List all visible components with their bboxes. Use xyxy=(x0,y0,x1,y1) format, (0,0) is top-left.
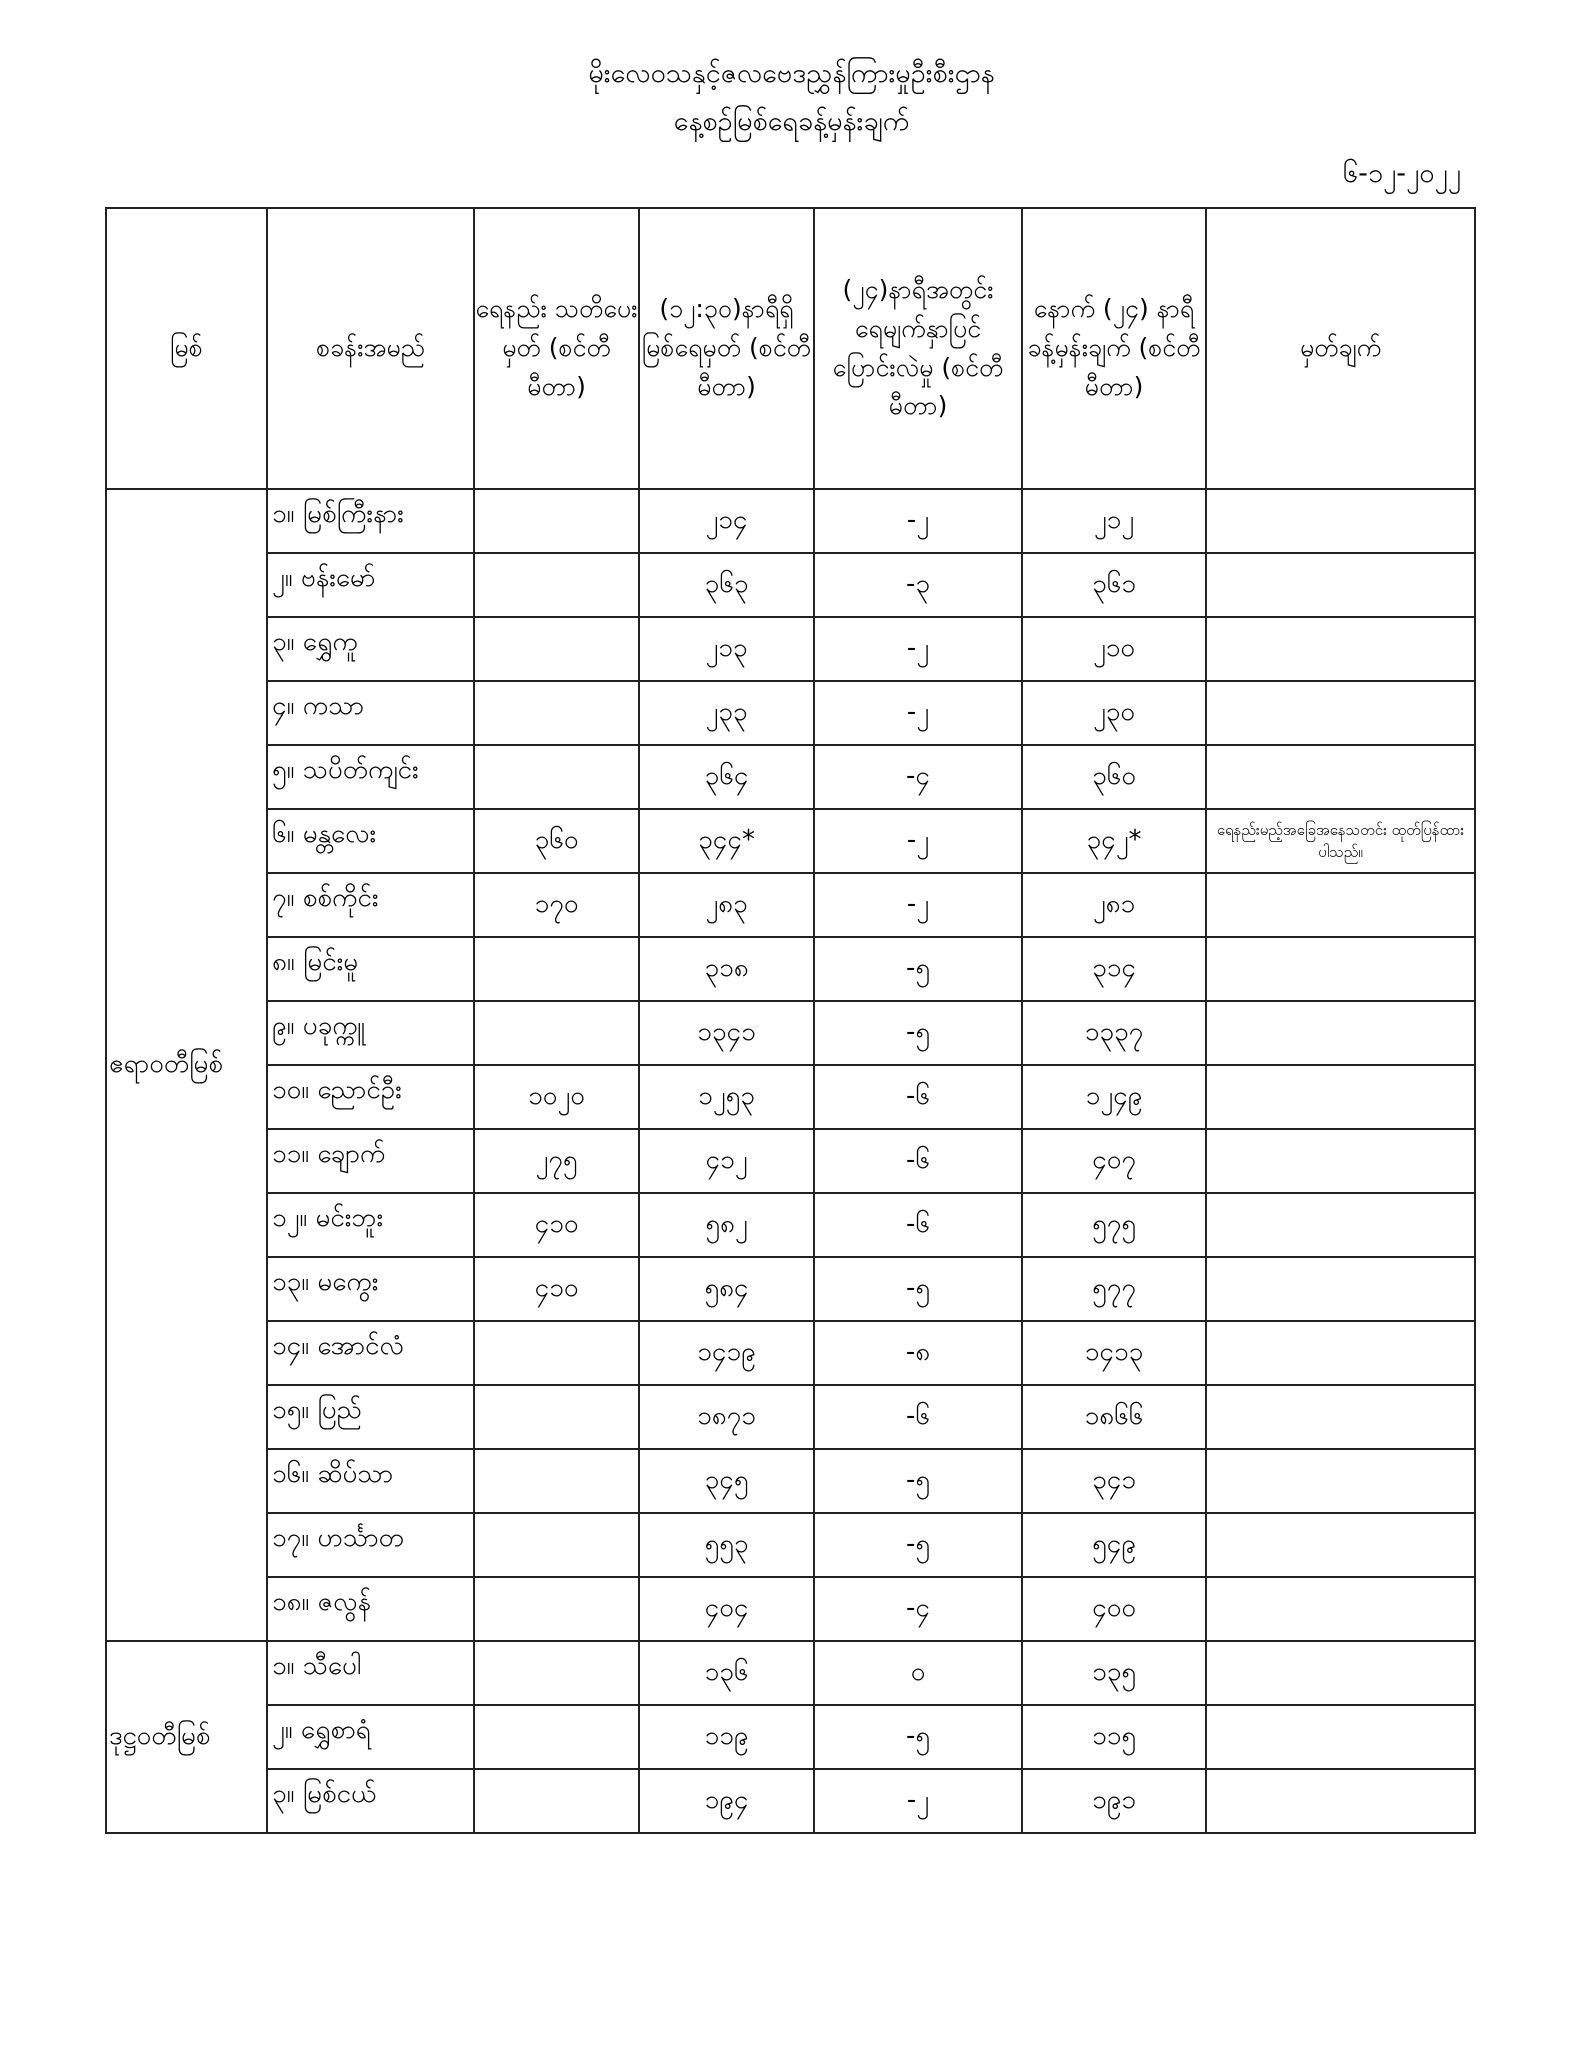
table-row xyxy=(106,873,1475,937)
remark-cell: ရေနည်းမည့်အခြေအနေသတင်း ထုတ်ပြန်ထားပါသည်။ xyxy=(1206,809,1475,873)
forecast-cell: ၅၇၅ xyxy=(1022,1193,1206,1257)
remark-cell xyxy=(1206,1321,1475,1385)
water-level-cell: ၃၄၄* xyxy=(639,809,814,873)
change-cell: -၄ xyxy=(814,1577,1022,1641)
remark-cell xyxy=(1206,489,1475,553)
station-name-cell: ၃။ မြစ်ငယ် xyxy=(267,1769,474,1833)
remark-cell xyxy=(1206,1641,1475,1705)
change-cell: -၃ xyxy=(814,553,1022,617)
alert-level-cell xyxy=(474,617,639,681)
river-forecast-table xyxy=(105,207,1476,1834)
table-row xyxy=(106,1321,1475,1385)
remark-cell xyxy=(1206,745,1475,809)
remark-cell xyxy=(1206,1705,1475,1769)
water-level-cell: ၁၉၄ xyxy=(639,1769,814,1833)
change-cell: -၅ xyxy=(814,1257,1022,1321)
station-name-cell: ၁။ မြစ်ကြီးနား xyxy=(267,489,474,553)
alert-level-cell xyxy=(474,937,639,1001)
water-level-cell: ၁၃၆ xyxy=(639,1641,814,1705)
forecast-cell: ၅၄၉ xyxy=(1022,1513,1206,1577)
header-remark: မှတ်ချက် xyxy=(1206,208,1475,489)
table-row xyxy=(106,1641,1475,1705)
table-row xyxy=(106,1193,1475,1257)
remark-cell xyxy=(1206,1257,1475,1321)
header-alert-level: ရေနည်း သတိပေးမှတ် (စင်တီမီတာ) xyxy=(474,208,639,489)
alert-level-cell xyxy=(474,1769,639,1833)
station-name-cell: ၅။ သပိတ်ကျင်း xyxy=(267,745,474,809)
forecast-cell: ၃၆၀ xyxy=(1022,745,1206,809)
table-row xyxy=(106,1385,1475,1449)
alert-level-cell: ၄၁၀ xyxy=(474,1257,639,1321)
forecast-cell: ၂၁၀ xyxy=(1022,617,1206,681)
change-cell: -၆ xyxy=(814,1193,1022,1257)
change-cell: -၅ xyxy=(814,937,1022,1001)
station-name-cell: ၁၃။ မကွေး xyxy=(267,1257,474,1321)
table-row xyxy=(106,617,1475,681)
forecast-cell: ၁၄၁၃ xyxy=(1022,1321,1206,1385)
station-name-cell: ၂။ ဗန်းမော် xyxy=(267,553,474,617)
station-name-cell: ၁၄။ အောင်လံ xyxy=(267,1321,474,1385)
table-row xyxy=(106,553,1475,617)
table-row xyxy=(106,1257,1475,1321)
alert-level-cell xyxy=(474,745,639,809)
table-row xyxy=(106,1577,1475,1641)
river-name-cell: ဧရာဝတီမြစ် xyxy=(106,489,267,1641)
table-row xyxy=(106,681,1475,745)
remark-cell xyxy=(1206,1065,1475,1129)
forecast-cell: ၃၁၄ xyxy=(1022,937,1206,1001)
water-level-cell: ၁၂၅၃ xyxy=(639,1065,814,1129)
remark-cell xyxy=(1206,1449,1475,1513)
remark-cell xyxy=(1206,873,1475,937)
forecast-cell: ၃၄၂* xyxy=(1022,809,1206,873)
water-level-cell: ၁၈၇၁ xyxy=(639,1385,814,1449)
change-cell: -၅ xyxy=(814,1705,1022,1769)
alert-level-cell xyxy=(474,1513,639,1577)
forecast-cell: ၂၁၂ xyxy=(1022,489,1206,553)
change-cell: -၄ xyxy=(814,745,1022,809)
remark-cell xyxy=(1206,1513,1475,1577)
alert-level-cell xyxy=(474,1449,639,1513)
header-forecast: နောက် (၂၄) နာရီ ခန့်မှန်းချက် (စင်တီမီတာ) xyxy=(1022,208,1206,489)
station-name-cell: ၁၇။ ဟင်္သာတ xyxy=(267,1513,474,1577)
water-level-cell: ၂၁၄ xyxy=(639,489,814,553)
station-name-cell: ၁၅။ ပြည် xyxy=(267,1385,474,1449)
remark-cell xyxy=(1206,681,1475,745)
alert-level-cell xyxy=(474,1001,639,1065)
alert-level-cell: ၃၆၀ xyxy=(474,809,639,873)
alert-level-cell xyxy=(474,1577,639,1641)
forecast-cell: ၁၃၃၇ xyxy=(1022,1001,1206,1065)
change-cell: -၂ xyxy=(814,809,1022,873)
remark-cell xyxy=(1206,1385,1475,1449)
remark-cell xyxy=(1206,1769,1475,1833)
change-cell: -၆ xyxy=(814,1385,1022,1449)
alert-level-cell xyxy=(474,489,639,553)
change-cell: -၈ xyxy=(814,1321,1022,1385)
station-name-cell: ၉။ ပခုက္ကူ xyxy=(267,1001,474,1065)
table-row xyxy=(106,1001,1475,1065)
remark-cell xyxy=(1206,1193,1475,1257)
remark-cell xyxy=(1206,1129,1475,1193)
header-river: မြစ် xyxy=(106,208,267,489)
change-cell: -၂ xyxy=(814,1769,1022,1833)
alert-level-cell: ၁၇၀ xyxy=(474,873,639,937)
water-level-cell: ၁၃၄၁ xyxy=(639,1001,814,1065)
table-row xyxy=(106,809,1475,873)
change-cell: ၀ xyxy=(814,1641,1022,1705)
water-level-cell: ၃၄၅ xyxy=(639,1449,814,1513)
table-row xyxy=(106,1705,1475,1769)
table-header-row xyxy=(106,208,1475,489)
forecast-cell: ၁၁၅ xyxy=(1022,1705,1206,1769)
water-level-cell: ၄၁၂ xyxy=(639,1129,814,1193)
alert-level-cell xyxy=(474,1385,639,1449)
report-date: ၆-၁၂-၂၀၂၂ xyxy=(1342,158,1461,189)
station-name-cell: ၇။ စစ်ကိုင်း xyxy=(267,873,474,937)
river-name-cell: ဒုဋ္ဌဝတီမြစ် xyxy=(106,1641,267,1833)
forecast-cell: ၂၈၁ xyxy=(1022,873,1206,937)
forecast-cell: ၄၀၇ xyxy=(1022,1129,1206,1193)
table-row xyxy=(106,1129,1475,1193)
table-row xyxy=(106,1513,1475,1577)
change-cell: -၆ xyxy=(814,1065,1022,1129)
forecast-cell: ၂၃၀ xyxy=(1022,681,1206,745)
header-water-level: (၁၂:၃၀)နာရီရှိ မြစ်ရေမှတ် (စင်တီမီတာ) xyxy=(639,208,814,489)
water-level-cell: ၁၁၉ xyxy=(639,1705,814,1769)
station-name-cell: ၃။ ရွှေကူ xyxy=(267,617,474,681)
alert-level-cell: ၁၀၂၀ xyxy=(474,1065,639,1129)
station-name-cell: ၂။ ရွှေစာရံ xyxy=(267,1705,474,1769)
table-row xyxy=(106,489,1475,553)
table-row xyxy=(106,1065,1475,1129)
change-cell: -၂ xyxy=(814,873,1022,937)
change-cell: -၂ xyxy=(814,681,1022,745)
water-level-cell: ၂၁၃ xyxy=(639,617,814,681)
water-level-cell: ၃၆၃ xyxy=(639,553,814,617)
table-row xyxy=(106,1769,1475,1833)
station-name-cell: ၁၂။ မင်းဘူး xyxy=(267,1193,474,1257)
remark-cell xyxy=(1206,1577,1475,1641)
page-title: မိုးလေဝသနှင့်ဇလဗေဒညွှန်ကြားမှုဦးစီးဌာန xyxy=(588,58,995,89)
station-name-cell: ၁၁။ ချောက် xyxy=(267,1129,474,1193)
header-station: စခန်းအမည် xyxy=(267,208,474,489)
forecast-cell: ၁၉၁ xyxy=(1022,1769,1206,1833)
change-cell: -၅ xyxy=(814,1449,1022,1513)
forecast-cell: ၄၀၀ xyxy=(1022,1577,1206,1641)
forecast-cell: ၃၆၁ xyxy=(1022,553,1206,617)
station-name-cell: ၁၆။ ဆိပ်သာ xyxy=(267,1449,474,1513)
station-name-cell: ၆။ မန္တလေး xyxy=(267,809,474,873)
water-level-cell: ၁၄၁၉ xyxy=(639,1321,814,1385)
change-cell: -၆ xyxy=(814,1129,1022,1193)
change-cell: -၅ xyxy=(814,1513,1022,1577)
water-level-cell: ၃၁၈ xyxy=(639,937,814,1001)
station-name-cell: ၁၀။ ညောင်ဦး xyxy=(267,1065,474,1129)
table-row xyxy=(106,745,1475,809)
water-level-cell: ၅၈၄ xyxy=(639,1257,814,1321)
remark-cell xyxy=(1206,1001,1475,1065)
alert-level-cell xyxy=(474,1641,639,1705)
station-name-cell: ၁။ သီပေါ xyxy=(267,1641,474,1705)
change-cell: -၂ xyxy=(814,489,1022,553)
forecast-cell: ၁၂၄၉ xyxy=(1022,1065,1206,1129)
change-cell: -၂ xyxy=(814,617,1022,681)
forecast-cell: ၁၃၅ xyxy=(1022,1641,1206,1705)
water-level-cell: ၂၃၃ xyxy=(639,681,814,745)
station-name-cell: ၈။ မြင်းမူ xyxy=(267,937,474,1001)
water-level-cell: ၅၅၃ xyxy=(639,1513,814,1577)
remark-cell xyxy=(1206,617,1475,681)
water-level-cell: ၄၀၄ xyxy=(639,1577,814,1641)
forecast-cell: ၁၈၆၆ xyxy=(1022,1385,1206,1449)
alert-level-cell xyxy=(474,1321,639,1385)
change-cell: -၅ xyxy=(814,1001,1022,1065)
station-name-cell: ၁၈။ ဇလွန် xyxy=(267,1577,474,1641)
alert-level-cell xyxy=(474,553,639,617)
remark-cell xyxy=(1206,553,1475,617)
forecast-cell: ၃၄၁ xyxy=(1022,1449,1206,1513)
alert-level-cell xyxy=(474,1705,639,1769)
water-level-cell: ၅၈၂ xyxy=(639,1193,814,1257)
water-level-cell: ၃၆၄ xyxy=(639,745,814,809)
table-row xyxy=(106,1449,1475,1513)
remark-cell xyxy=(1206,937,1475,1001)
water-level-cell: ၂၈၃ xyxy=(639,873,814,937)
forecast-cell: ၅၇၇ xyxy=(1022,1257,1206,1321)
alert-level-cell: ၄၁၀ xyxy=(474,1193,639,1257)
alert-level-cell: ၂၇၅ xyxy=(474,1129,639,1193)
page-subtitle: နေ့စဉ်မြစ်ရေခန့်မှန်းချက် xyxy=(673,106,910,137)
alert-level-cell xyxy=(474,681,639,745)
header-change: (၂၄)နာရီအတွင်း ရေမျက်နှာပြင် ပြောင်းလဲမှု (စင်တီမီတာ) xyxy=(814,208,1022,489)
table-row xyxy=(106,937,1475,1001)
station-name-cell: ၄။ ကသာ xyxy=(267,681,474,745)
